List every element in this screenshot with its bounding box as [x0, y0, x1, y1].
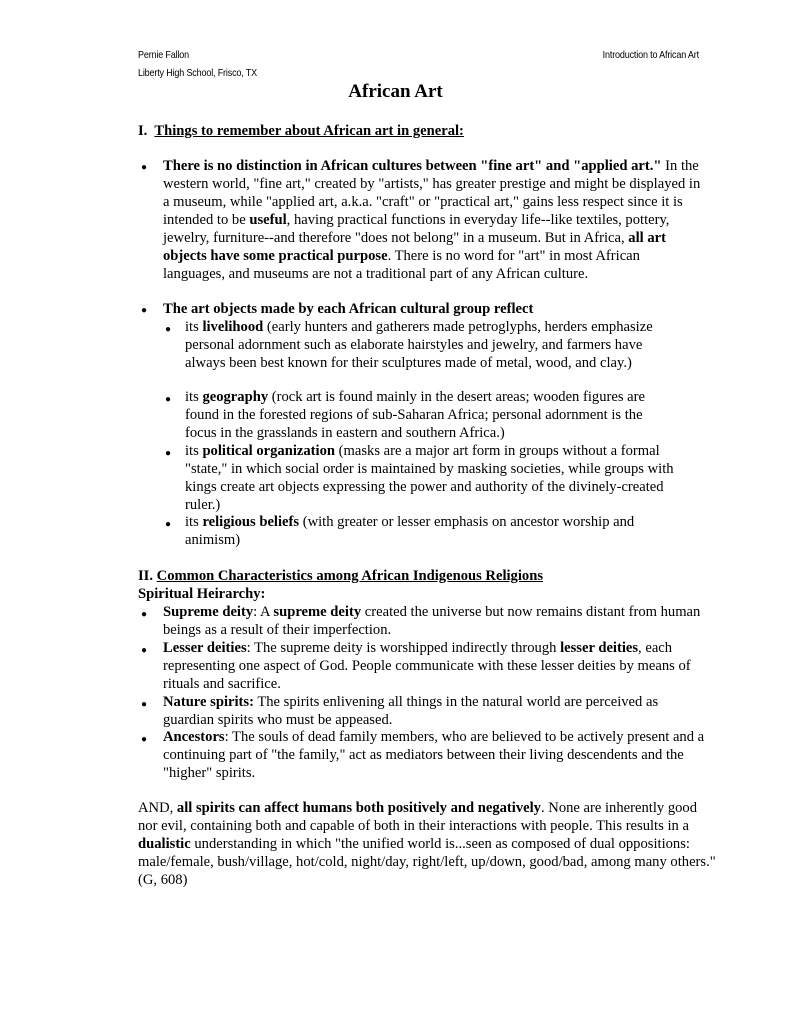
item-text: : The souls of dead family members, who are believed to be actively present and a continuing part of "the family," act as mediators between their living descendents and the "higher" spirits.	[163, 729, 705, 781]
item-text-2: , each representing one aspect of God. People communicate with these lesser deities by means of rituals and sacrifice.	[163, 640, 691, 692]
closing-text-3: understanding in which "the unified world is...seen as composed of dual oppositions: male/female, bush/village, hot/cold, night/day, right/left, up/down, good/bad, among many others." (G, 608)	[138, 836, 716, 888]
item-bold-term: Supreme deity	[163, 604, 254, 620]
section-2-title: Common Characteristics among African Indigenous Religions	[156, 568, 543, 584]
sub-bullet-icon: ●	[165, 394, 172, 405]
bullet-1-lead: There is no distinction in African cultures between "fine art" and "applied art."	[163, 158, 662, 174]
sub-bullet-text: (masks are a major art form in groups without a formal "state," in which social order is maintained by masking societies, while groups with kings create art objects expressing the power and authority of the divinely-created ruler.)	[185, 443, 674, 513]
bullet-1-text-3: . There is no word for "art" in most African languages, and museums are not a traditional part of any African culture.	[163, 248, 640, 282]
sub-bullet-bold: political organization	[202, 443, 335, 459]
section-2-number: II.	[138, 568, 154, 584]
document-title: African Art	[348, 81, 443, 102]
bullet-icon: ●	[141, 645, 148, 656]
bullet-lesser-deities	[163, 639, 718, 693]
bullet-icon: ●	[141, 609, 148, 620]
sub-bullet-icon: ●	[165, 519, 172, 530]
sub-bullet-geography	[185, 388, 675, 442]
item-bold-term: Lesser deities	[163, 640, 247, 656]
item-text: The spirits enlivening all things in the natural world are perceived as guardian spirits who must be appeased.	[163, 694, 659, 728]
item-bold-term: Ancestors	[163, 729, 225, 745]
item-bold-term: Nature spirits:	[163, 694, 254, 710]
sub-bullet-text: (early hunters and gatherers made petroglyphs, herders emphasize personal adornment such as elaborate hairstyles and jewelry, and farmers have always been best known for their sculptures made of metal, wood, and clay.)	[185, 319, 653, 371]
bullet-1-bold-purpose: all art objects have some practical purpose	[163, 230, 666, 264]
sub-bullet-livelihood	[185, 318, 675, 372]
sub-bullet-its: its	[185, 514, 203, 530]
sub-bullet-its: its	[185, 319, 203, 335]
sub-bullet-bold: livelihood	[202, 319, 264, 335]
sub-bullet-icon: ●	[165, 324, 172, 335]
closing-bold-1: all spirits can affect humans both positively and negatively	[176, 800, 541, 816]
sub-bullet-bold: geography	[202, 389, 269, 405]
bullet-1-bold-useful: useful	[249, 212, 287, 228]
sub-bullet-its: its	[185, 443, 203, 459]
sub-bullet-its: its	[185, 389, 203, 405]
spiritual-hierarchy-heading: Spiritual Heirarchy:	[138, 586, 266, 602]
section-2-heading	[138, 567, 543, 585]
school-name: Liberty High School, Frisco, TX	[138, 67, 257, 79]
bullet-icon: ●	[141, 734, 148, 745]
bullet-icon: ●	[141, 305, 148, 316]
closing-text-2: . None are inherently good nor evil, containing both and capable of both in their interactions with people. This results in a	[138, 800, 698, 834]
bullet-fine-vs-applied-art	[163, 157, 703, 283]
bullet-nature-spirits	[163, 693, 708, 729]
course-name: Introduction to African Art	[602, 49, 699, 61]
section-1-heading	[138, 122, 464, 140]
sub-bullet-bold: religious beliefs	[202, 514, 300, 530]
item-bold-term-2: lesser deities	[560, 640, 639, 656]
section-1-number: I.	[138, 123, 148, 139]
sub-bullet-religious-beliefs	[185, 513, 675, 549]
sub-bullet-icon: ●	[165, 448, 172, 459]
bullet-1-text-1: In the western world, "fine art," created by "artists," has greater prestige and might be displayed in a museum, while "applied art, a.k.a. "craft" or "practical art," gains less respect since it is intended to be	[163, 158, 701, 228]
closing-paragraph	[138, 799, 718, 889]
closing-bold-dualistic: dualistic	[138, 836, 191, 852]
item-bold-term-2: supreme deity	[273, 604, 362, 620]
item-text: : The supreme deity is worshipped indirectly through	[246, 640, 561, 656]
section-1-title: Things to remember about African art in general:	[154, 123, 464, 139]
sub-bullet-text: (with greater or lesser emphasis on ancestor worship and animism)	[185, 514, 635, 548]
closing-text-1: AND,	[138, 800, 177, 816]
bullet-supreme-deity	[163, 603, 708, 639]
sub-bullet-text: (rock art is found mainly in the desert areas; wooden figures are found in the forested regions of sub-Saharan Africa; personal adornment is the focus in the grasslands in eastern and southern Africa.)	[185, 389, 645, 441]
author-name: Pernie Fallon	[138, 49, 189, 61]
bullet-1-text-2: , having practical functions in everyday life--like textiles, pottery, jewelry, furniture--and therefore "does not belong" in a museum. But in Africa,	[163, 212, 670, 246]
bullet-ancestors	[163, 728, 713, 782]
item-text: : A	[253, 604, 274, 620]
bullet-2-lead: The art objects made by each African cultural group reflect	[163, 301, 534, 317]
bullet-icon: ●	[141, 162, 148, 173]
sub-bullet-political-organization	[185, 442, 675, 514]
item-text-2: created the universe but now remains distant from human beings as a result of their imperfection.	[163, 604, 701, 638]
bullet-icon: ●	[141, 699, 148, 710]
